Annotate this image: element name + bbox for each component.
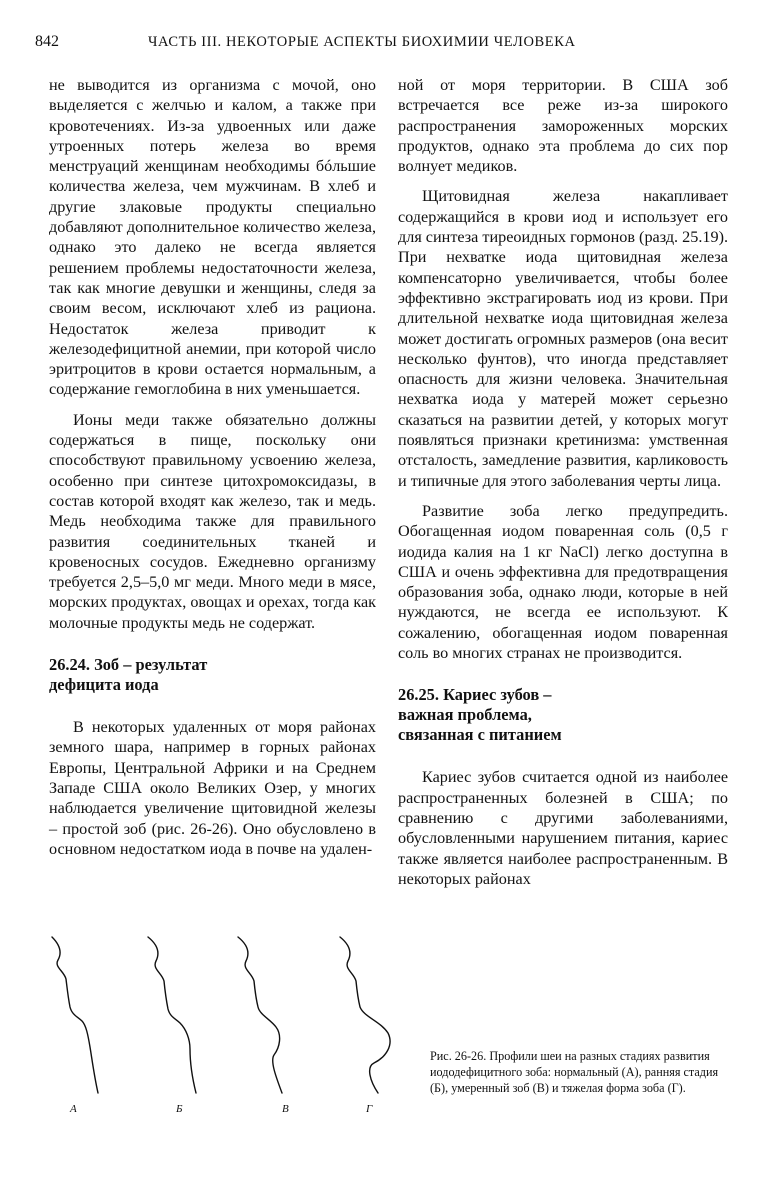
section-title-line: 26.25. Кариес зубов – xyxy=(398,685,552,705)
left-column xyxy=(49,75,376,859)
paragraph-iron: не выводится из организма с мочой, оно выделяется с желчью и калом, а также при кровотечениях. Из-за удвоенных или даже утроенных потерь железа во время менструаций женщинам необходимы бóльшие количества железа, чем мужчинам. В хлеб и другие злаковые продукты специально добавляют дополнительное количество железа, однако это далеко не всегда является решением проблемы недостаточности железа, так как многие девушки и женщины, следя за своим весом, исключают хлеб из рациона. Недостаток железа приводит к железодефицитной анемии, при которой число эритроцитов в крови остается нормальным, а содержание гемоглобина в них уменьшается. xyxy=(49,76,376,399)
paragraph-prevention: Развитие зоба легко предупредить. Обогащенная иодом поваренная соль (0,5 г иодида калия на 1 кг NaCl) легко доступна в США и очень эффективна для предотвращения образования зоба, однако люди, которые в ней нуждаются, не всегда ее используют. К сожалению, обогащенная иодом поваренная соль во многих странах не производится. xyxy=(398,501,728,663)
figure-neck-profiles xyxy=(40,935,420,1125)
running-head: ЧАСТЬ III. НЕКОТОРЫЕ АСПЕКТЫ БИОХИМИИ ЧЕЛОВЕКА xyxy=(148,34,576,50)
section-title-line: дефицита иода xyxy=(49,675,159,695)
figure-label-b: Б xyxy=(176,1103,183,1115)
figure-label-a: А xyxy=(70,1103,77,1115)
neck-profile-early xyxy=(148,937,196,1093)
neck-profile-moderate xyxy=(238,937,282,1093)
right-column xyxy=(398,75,728,889)
figure-caption: Рис. 26-26. Профили шеи на разных стадиях развития иододефицитного зоба: нормальный (А), ранняя стадия (Б), умеренный зоб (В) и тяжелая форма зоба (Г). xyxy=(430,1049,719,1095)
figure-label-v: В xyxy=(282,1103,289,1115)
section-title-line: важная проблема, xyxy=(398,705,532,725)
neck-profiles-drawing xyxy=(40,935,420,1095)
paragraph-usa-goiter: ной от моря территории. В США зоб встречается все реже из-за широкого распространения замороженных морских продуктов, однако эта проблема до сих пор волнует медиков. xyxy=(398,76,728,176)
paragraph-copper: Ионы меди также обязательно должны содержаться в пище, поскольку они способствуют правильному усвоению железа, особенно при синтезе цитохромоксидазы, в состав которой входят как железо, так и медь. Медь необходима также для правильного развития соединительных тканей и кровеносных сосудов. Ежедневно организму требуется 2,5–5,0 мг меди. Много меди в мясе, морских продуктах, овощах и орехах, тогда как молочные продукты медь не содержат. xyxy=(49,410,376,632)
paragraph-goiter: В некоторых удаленных от моря районах земного шара, например в горных районах Европы, Центральной Африки и на Среднем Западе США около Великих Озер, у многих наблюдается увеличение щитовидной железы – простой зоб (рис. 26-26). Оно обусловлено в основном недостатком иода в почве на удален- xyxy=(49,718,376,858)
paragraph-thyroid: Щитовидная железа накапливает содержащийся в крови иод и использует его для синтеза тиреоидных гормонов (разд. 25.19). При нехватке иода щитовидная железа компенсаторно увеличивается, чтобы более эффективно экстрагировать иод из крови. При длительной нехватке иода щитовидная железа может достигать огромных размеров (она весит несколько фунтов), что иногда представляет опасность для жизни человека. Значительная нехватка иода у матерей может серьезно сказаться на развитии детей, у которых могут появляться признаки кретинизма: умственная отсталость, замедление развития, карликовость и типичные для этого заболевания черты лица. xyxy=(398,187,729,490)
neck-profile-severe xyxy=(340,937,390,1093)
section-title-line: связанная с питанием xyxy=(398,725,562,745)
neck-profile-normal xyxy=(52,937,98,1093)
paragraph-caries: Кариес зубов считается одной из наиболее распространенных болезней в США; по сравнению с другими заболеваниями, обусловленными нарушением питания, кариес также является наиболее распространенным. В некоторых районах xyxy=(398,768,728,888)
section-title-26-24 xyxy=(49,655,376,695)
page-header xyxy=(0,33,778,53)
figure-label-g: Г xyxy=(366,1103,373,1115)
page-number: 842 xyxy=(35,33,59,50)
section-title-line: 26.24. Зоб – результат xyxy=(49,655,208,675)
section-title-26-25 xyxy=(398,685,728,745)
